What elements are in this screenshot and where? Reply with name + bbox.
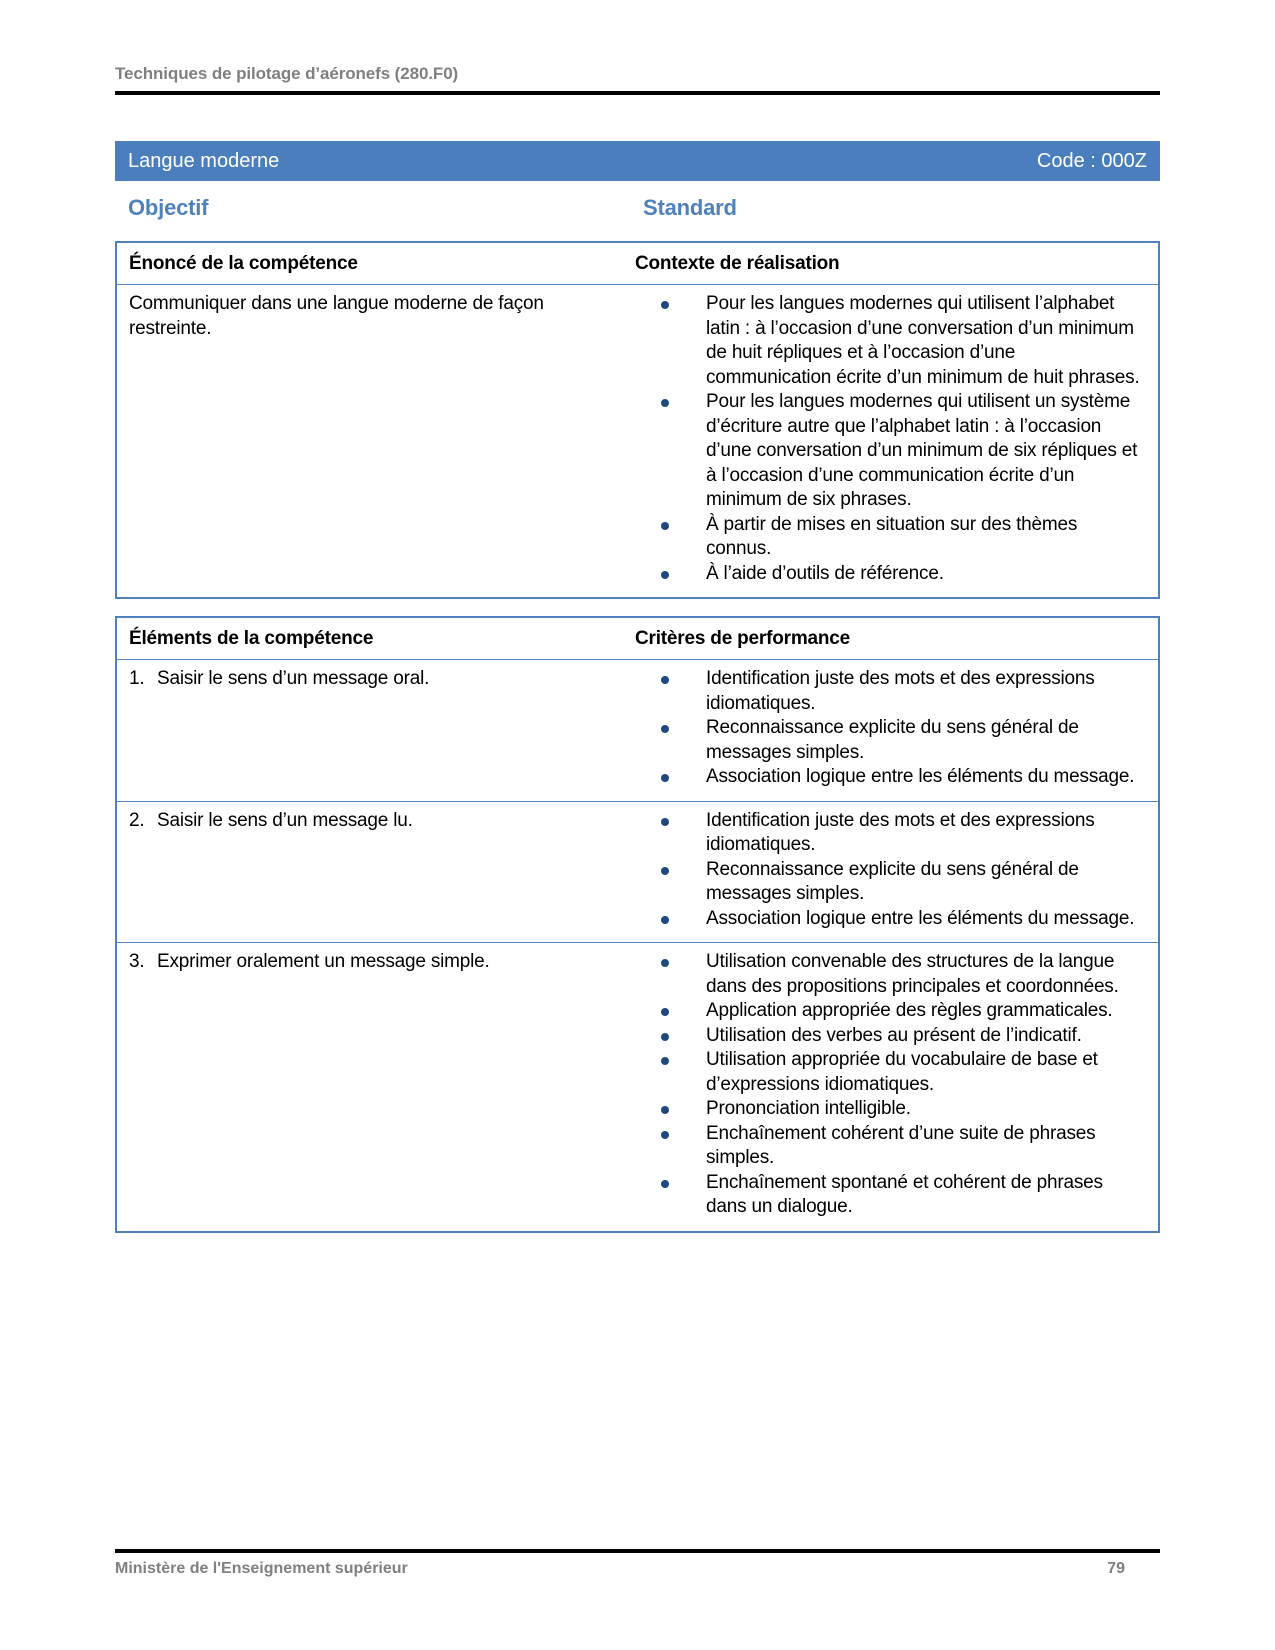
- bullet-list-item: [635, 809, 1158, 858]
- bullet-item-text: Prononciation intelligible.: [706, 1098, 911, 1119]
- elements-criteria-table: [115, 616, 1160, 1233]
- bullet-item-text: Reconnaissance explicite du sens général de messages simples.: [706, 858, 1079, 904]
- bullet-item-text: Association logique entre les éléments du message.: [706, 766, 1135, 787]
- bullet-item-text: Pour les langues modernes qui utilisent un système d’écriture autre que l’alphabet latin : à l’occasion d’une conversation d’un minimum de six répliques et à l’occasion d’une communication écrite d’un minimum de six phrases.: [706, 391, 1138, 510]
- bullet-list-item: [635, 292, 1158, 390]
- bullet-list-item: [635, 1024, 1158, 1049]
- element-text: Exprimer oralement un message simple.: [157, 951, 490, 972]
- bullet-item-text: Enchaînement cohérent d’une suite de phrases simples.: [706, 1122, 1096, 1168]
- table-row: [117, 942, 1158, 1231]
- standard-heading: Standard: [643, 195, 737, 220]
- table-row: [117, 801, 1158, 943]
- table1-header-row: [117, 243, 1158, 285]
- bullet-icon: [661, 522, 669, 530]
- bullet-list-item: [635, 390, 1158, 513]
- footer-rule: [115, 1549, 1160, 1553]
- competence-context-table: [115, 241, 1160, 599]
- bullet-icon: [661, 725, 669, 733]
- bullet-list-item: [635, 765, 1158, 790]
- criteria-bullet-list: [635, 950, 1158, 1220]
- objectif-heading: Objectif: [128, 195, 209, 220]
- bullet-list-item: [635, 950, 1158, 999]
- criteria-bullet-list: [635, 667, 1158, 790]
- bullet-item-text: Identification juste des mots et des expressions idiomatiques.: [706, 809, 1095, 855]
- course-banner: [115, 141, 1160, 181]
- competence-statement: [117, 292, 635, 586]
- bullet-list-item: [635, 667, 1158, 716]
- bullet-list-item: [635, 1171, 1158, 1220]
- bullet-item-text: Utilisation des verbes au présent de l’indicatif.: [706, 1024, 1082, 1046]
- bullet-icon: [661, 1106, 669, 1114]
- element-statement: [117, 809, 635, 932]
- table1-body-row: [117, 285, 1158, 597]
- bullet-icon: [661, 301, 669, 309]
- bullet-list-item: [635, 1097, 1158, 1122]
- course-code: Code : 000Z: [1036, 149, 1147, 172]
- bullet-item-text: Association logique entre les éléments du message.: [706, 907, 1135, 929]
- bullet-list-item: [635, 1048, 1158, 1097]
- bullet-icon: [661, 1180, 669, 1188]
- bullet-icon: [661, 1033, 669, 1041]
- bullet-list-item: [635, 562, 1158, 587]
- bullet-list-item: [635, 716, 1158, 765]
- running-header: [115, 0, 1160, 95]
- element-statement: [117, 667, 635, 790]
- table1-header-left: Énoncé de la compétence: [129, 253, 358, 274]
- element-number: 2.: [129, 809, 145, 831]
- section-headings: [115, 195, 1160, 221]
- bullet-icon: [661, 959, 669, 967]
- page-footer: [115, 1549, 1160, 1578]
- element-text: Saisir le sens d’un message oral.: [157, 668, 430, 689]
- bullet-icon: [661, 676, 669, 684]
- footer-text-row: [115, 1560, 1160, 1578]
- bullet-icon: [661, 399, 669, 407]
- table1-header-right: Contexte de réalisation: [635, 253, 840, 274]
- bullet-item-text: Identification juste des mots et des expressions idiomatiques.: [706, 668, 1095, 714]
- bullet-list-item: [635, 907, 1158, 932]
- table2-header-right: Critères de performance: [635, 628, 851, 649]
- bullet-list-item: [635, 1122, 1158, 1171]
- table2-header-left: Éléments de la compétence: [129, 628, 374, 649]
- bullet-icon: [661, 867, 669, 875]
- bullet-icon: [661, 818, 669, 826]
- bullet-item-text: Utilisation convenable des structures de la langue dans des propositions principales et coordonnées.: [706, 951, 1119, 997]
- bullet-list-item: [635, 858, 1158, 907]
- course-name: Langue moderne: [128, 149, 280, 172]
- page-number: 79: [1107, 1560, 1125, 1577]
- table2-header-row: [117, 618, 1158, 660]
- bullet-icon: [661, 571, 669, 579]
- bullet-icon: [661, 1008, 669, 1016]
- header-rule: [115, 91, 1160, 95]
- bullet-item-text: Reconnaissance explicite du sens général de messages simples.: [706, 717, 1079, 763]
- bullet-icon: [661, 916, 669, 924]
- bullet-item-text: Utilisation appropriée du vocabulaire de base et d’expressions idiomatiques.: [706, 1049, 1098, 1095]
- element-text: Saisir le sens d’un message lu.: [157, 809, 413, 831]
- bullet-item-text: À l’aide d’outils de référence.: [706, 562, 944, 584]
- element-statement: [117, 950, 635, 1220]
- bullet-icon: [661, 1131, 669, 1139]
- competence-statement-text: Communiquer dans une langue moderne de façon restreinte.: [129, 293, 544, 339]
- footer-department: Ministère de l'Enseignement supérieur: [115, 1560, 408, 1577]
- bullet-item-text: Enchaînement spontané et cohérent de phrases dans un dialogue.: [706, 1171, 1103, 1217]
- context-bullet-list: [635, 292, 1158, 586]
- program-title: Techniques de pilotage d’aéronefs (280.F0): [115, 64, 459, 83]
- element-number: 1.: [129, 668, 145, 689]
- table-row: [117, 660, 1158, 801]
- bullet-list-item: [635, 513, 1158, 562]
- page-content: [115, 0, 1160, 1233]
- bullet-list-item: [635, 999, 1158, 1024]
- bullet-item-text: Pour les langues modernes qui utilisent l’alphabet latin : à l’occasion d’une conversation d’un minimum de huit répliques et à l’occasion d’une communication écrite d’un minimum de huit phrases.: [706, 293, 1140, 388]
- bullet-icon: [661, 774, 669, 782]
- bullet-item-text: Application appropriée des règles grammaticales.: [706, 1000, 1113, 1021]
- bullet-item-text: À partir de mises en situation sur des thèmes connus.: [706, 513, 1078, 559]
- element-number: 3.: [129, 951, 145, 972]
- bullet-icon: [661, 1057, 669, 1065]
- criteria-bullet-list: [635, 809, 1158, 932]
